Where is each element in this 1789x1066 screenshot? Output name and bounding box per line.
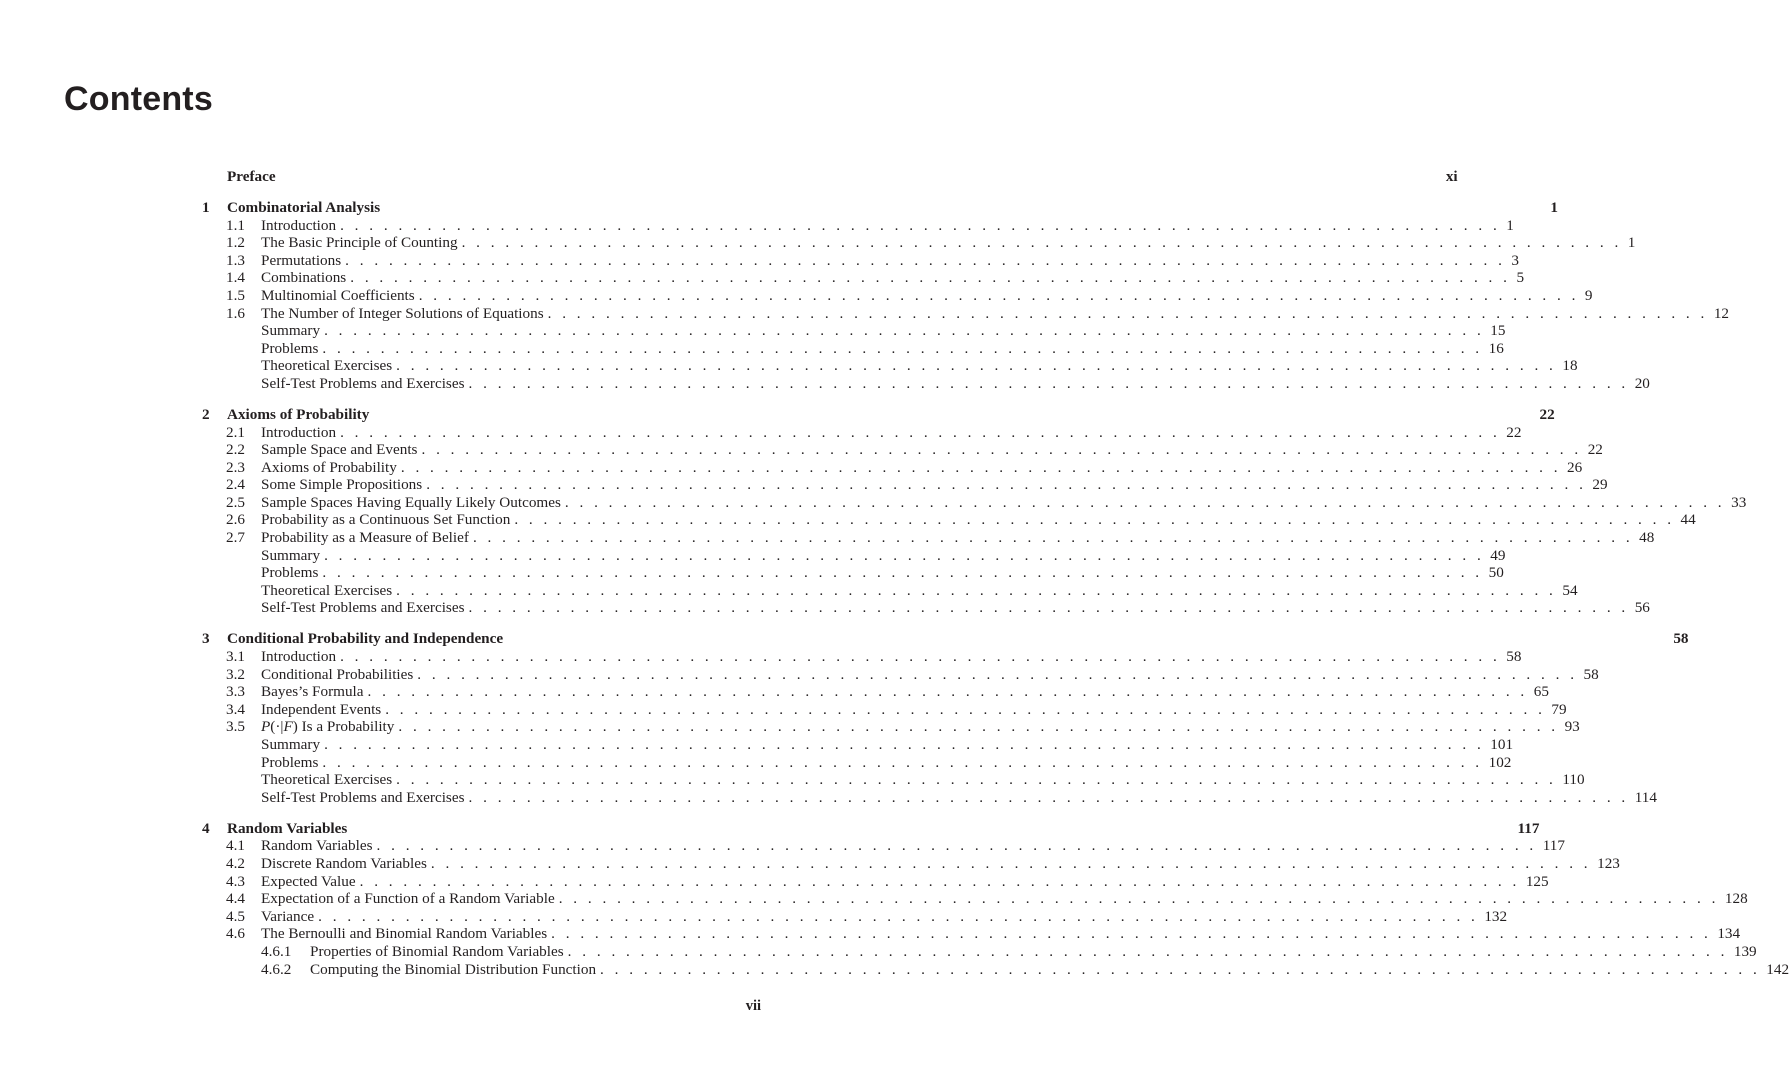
- section-number: 3.1: [226, 648, 245, 666]
- toc-entry-line: [261, 529, 1655, 547]
- page-ref: 93: [1564, 718, 1580, 736]
- section-number: 4.6: [226, 925, 245, 943]
- toc-section-row: [0, 546, 1506, 565]
- toc-section-row: [0, 423, 1522, 442]
- subsection-number: 4.6.1: [261, 942, 292, 960]
- page-ref: 18: [1562, 357, 1578, 375]
- section-number: 4.1: [226, 837, 245, 855]
- toc-section-row: [0, 581, 1578, 600]
- page-ref: 22: [1539, 405, 1555, 423]
- toc-section-row: [0, 837, 1565, 855]
- toc-entry-line: [261, 581, 1578, 600]
- toc-section-row: [0, 872, 1549, 891]
- section-title: The Basic Principle of Counting: [261, 234, 458, 252]
- section-title: Random Variables: [261, 837, 373, 855]
- toc-entry-line: [261, 665, 1599, 684]
- chapter-title: Axioms of Probability: [227, 405, 370, 423]
- page-ref: 114: [1634, 788, 1657, 806]
- section-title: The Bernoulli and Binomial Random Variables: [261, 925, 548, 943]
- toc-section-row: [0, 648, 1522, 666]
- toc-section-row: [0, 771, 1585, 789]
- toc-chapter-row: [0, 198, 1558, 217]
- section-title: Self-Test Problems and Exercises: [261, 599, 465, 617]
- dot-leader: . . . . . . . . . . . . . . . . . . . . . . . . . . . . . . . . . . . . . . . . . . . . . . . . . . . . . . . . . . . . . . . . . . . . . . . . . . . . . . . .: [396, 581, 1557, 599]
- page-ref: xi: [1445, 168, 1458, 185]
- toc-entry-line: [261, 322, 1506, 340]
- toc-entry-line: [261, 648, 1522, 666]
- chapter-number: 4: [202, 819, 210, 837]
- page-ref: 65: [1533, 683, 1549, 701]
- toc-entry-line: [261, 683, 1549, 701]
- toc-entry-line: [261, 735, 1514, 754]
- toc-entry-line: [261, 216, 1514, 235]
- toc-section-row: [0, 511, 1696, 529]
- section-title: Some Simple Propositions: [261, 476, 423, 494]
- page-ref: 15: [1490, 322, 1506, 340]
- page-ref: 26: [1567, 458, 1583, 476]
- section-title: Summary: [261, 546, 321, 564]
- section-number: 2.2: [226, 441, 245, 459]
- section-title: The Number of Integer Solutions of Equations: [261, 304, 544, 322]
- dot-leader: . . . . . . . . . . . . . . . . . . . . . . . . . . . . . . . . . . . . . . . . . . . . . . . . . . . . . . . . . . . . . . . . . . . . . . . . . . . . . . . .: [600, 960, 1761, 978]
- toc-section-row: [0, 322, 1506, 340]
- page-ref: 142: [1766, 960, 1789, 978]
- toc-subsection-row: [0, 960, 1789, 979]
- chapter-number: 1: [202, 198, 210, 216]
- toc-section-row: [0, 251, 1519, 270]
- page-ref: 132: [1484, 907, 1508, 925]
- toc-section-row: [0, 854, 1620, 873]
- section-title: Conditional Probabilities: [261, 665, 414, 683]
- toc-entry-line: [261, 304, 1729, 323]
- dot-leader: . . . . . . . . . . . . . . . . . . . . . . . . . . . . . . . . . . . . . . . . . . . . . . . . . . . . . . . . . . . . . . . . . . . . . . . . . . . . . . . .: [324, 735, 1485, 753]
- section-title: Summary: [261, 735, 321, 753]
- toc-section-row: [0, 286, 1593, 305]
- toc-entry-line: [261, 269, 1525, 287]
- dot-leader: . . . . . . . . . . . . . . . . . . . . . . . . . . . . . . . . . . . . . . . . . . . . . . . . . . . . . . . . . . . . . . . . . . . . . . . . . . . . . . . .: [396, 357, 1557, 375]
- toc-entry-line: [261, 441, 1603, 459]
- toc-entry-line: [261, 493, 1747, 512]
- dot-leader: . . . . . . . . . . . . . . . . . . . . . . . . . . . . . . . . . . . . . . . . . . . . . . . . . . . . . . . . . . . . . . . . . . . . . . . . . . . . . . . .: [324, 322, 1485, 340]
- section-title: Combinations: [261, 269, 347, 287]
- dot-leader: . . . . . . . . . . . . . . . . . . . . . . . . . . . . . . . . . . . . . . . . . . . . . . . . . . . . . . . . . . . . . . . . . . . . . . . . . . . . . . . .: [359, 872, 1520, 890]
- toc-section-row: [0, 735, 1514, 754]
- dot-leader: . . . . . . . . . . . . . . . . . . . . . . . . . . . . . . . . . . . . . . . . . . . . . . . . . . . . . . . . . . . . . . . . . . . . . . . . . . . . . . . .: [367, 683, 1528, 701]
- toc-entry-line: [227, 198, 1558, 217]
- dot-leader: . . . . . . . . . . . . . . . . . . . . . . . . . . . . . . . . . . . . . . . . . . . . . . . . . . . . . . . . . . . . . . . . . . . . . . . . . . . . . . . .: [551, 925, 1712, 943]
- page-ref: 9: [1584, 286, 1593, 304]
- dot-leader: . . . . . . . . . . . . . . . . . . . . . . . . . . . . . . . . . . . . . . . . . . . . . . . . . . . . . . . . . . . . . . . . . . . . . . . . . . . . . . . .: [318, 907, 1479, 925]
- section-title: Problems: [261, 564, 319, 582]
- toc-section-row: [0, 339, 1504, 358]
- dot-leader: . . . . . . . . . . . . . . . . . . . . . . . . . . . . . . . . . . . . . . . . . . . . . . . . . . . . . . . . . . . . . . . . . . . . . . . . . . . . . . . .: [468, 788, 1629, 806]
- section-title: Introduction: [261, 216, 337, 234]
- chapter-number: 3: [202, 630, 210, 648]
- toc-entry-line: [261, 511, 1696, 529]
- section-number: 2.1: [226, 423, 245, 441]
- page-ref: 22: [1587, 441, 1603, 459]
- dot-leader: . . . . . . . . . . . . . . . . . . . . . . . . . . . . . . . . . . . . . . . . . . . . . . . . . . . . . . . . . . . . . . . . . . . . . . . . . . . . . . . .: [398, 718, 1559, 736]
- toc-entry-line: [261, 357, 1578, 375]
- section-number: 4.4: [226, 890, 245, 908]
- page-ref: 56: [1634, 599, 1650, 617]
- section-title: Problems: [261, 339, 319, 357]
- toc-entry-line: [261, 771, 1585, 789]
- section-number: 2.4: [226, 476, 245, 494]
- toc-section-row: [0, 374, 1650, 393]
- toc-entry-line: [261, 788, 1657, 807]
- dot-leader: . . . . . . . . . . . . . . . . . . . . . . . . . . . . . . . . . . . . . . . . . . . . . . . . . . . . . . . . . . . . . . . . . . . . . . . . . . . . . . . .: [350, 269, 1511, 287]
- dot-leader: . . . . . . . . . . . . . . . . . . . . . . . . . . . . . . . . . . . . . . . . . . . . . . . . . . . . . . . . . . . . . . . . . . . . . . . . . . . . . . . .: [324, 546, 1485, 564]
- dot-leader: . . . . . . . . . . . . . . . . . . . . . . . . . . . . . . . . . . . . . . . . . . . . . . . . . . . . . . . . . . . . . . . . . . . . . . . . . . . . . . . .: [417, 665, 1578, 683]
- dot-leader: . . . . . . . . . . . . . . . . . . . . . . . . . . . . . . . . . . . . . . . . . . . . . . . . . . . . . . . . . . . . . . . . . . . . . . . . . . . . . . . .: [430, 854, 1592, 872]
- toc-section-row: [0, 441, 1603, 459]
- section-title: Introduction: [261, 423, 337, 441]
- toc-section-row: [0, 476, 1608, 494]
- section-title: Theoretical Exercises: [261, 581, 393, 599]
- section-number: 4.5: [226, 907, 245, 925]
- toc-section-row: [0, 700, 1567, 719]
- toc-section-row: [0, 683, 1549, 701]
- page-ref: 58: [1506, 648, 1522, 666]
- dot-leader: . . . . . . . . . . . . . . . . . . . . . . . . . . . . . . . . . . . . . . . . . . . . . . . . . . . . . . . . . . . . . . . . . . . . . . . . . . . . . . . .: [418, 286, 1579, 304]
- toc-section-row: [0, 753, 1512, 772]
- dot-leader: . . . . . . . . . . . . . . . . . . . . . . . . . . . . . . . . . . . . . . . . . . . . . . . . . . . . . . . . . . . . . . . . . . . . . . . . . . . . . . . .: [322, 564, 1483, 582]
- section-title: Axioms of Probability: [261, 458, 397, 476]
- section-number: 2.5: [226, 493, 245, 511]
- toc-section-row: [0, 907, 1508, 926]
- dot-leader: . . . . . . . . . . . . . . . . . . . . . . . . . . . . . . . . . . . . . . . . . . . . . . . . . . . . . . . . . . . . . . . . . . . . . . . . . . . . . . . .: [558, 890, 1719, 908]
- dot-leader: . . . . . . . . . . . . . . . . . . . . . . . . . . . . . . . . . . . . . . . . . . . . . . . . . . . . . . . . . . . . . . . . . . . . . . . . . . . . . . . .: [472, 529, 1634, 547]
- toc-entry-line: [227, 405, 1555, 424]
- section-number: 1.6: [226, 304, 245, 322]
- toc-section-row: [0, 564, 1504, 582]
- section-number: 4.2: [226, 854, 245, 872]
- page-ref: 50: [1488, 564, 1504, 582]
- dot-leader: . . . . . . . . . . . . . . . . . . . . . . . . . . . . . . . . . . . . . . . . . . . . . . . . . . . . . . . . . . . . . . . . . . . . . . . . . . . . . . . .: [340, 216, 1501, 234]
- page-number: vii: [745, 998, 761, 1014]
- page-title: Contents: [64, 80, 213, 118]
- toc-entry-line: [261, 339, 1504, 358]
- section-number: 2.6: [226, 511, 245, 529]
- page-ref: 134: [1717, 925, 1741, 943]
- dot-leader: . . . . . . . . . . . . . . . . . . . . . . . . . . . . . . . . . . . . . . . . . . . . . . . . . . . . . . . . . . . . . . . . . . . . . . . . . . . . . . . .: [345, 251, 1506, 269]
- dot-leader: . . . . . . . . . . . . . . . . . . . . . . . . . . . . . . . . . . . . . . . . . . . . . . . . . . . . . . . . . . . . . . . . . . . . . . . . . . . . . . . .: [514, 511, 1675, 529]
- toc-section-row: [0, 718, 1580, 736]
- toc-chapter-row: [0, 819, 1540, 838]
- toc-subsection-row: [0, 942, 1757, 961]
- page-ref: 49: [1490, 546, 1506, 564]
- toc-section-row: [0, 304, 1729, 323]
- page-ref: 117: [1542, 837, 1565, 855]
- page-ref: 128: [1724, 890, 1748, 908]
- toc-entry-line: [261, 854, 1620, 873]
- chapter-title: Preface: [227, 168, 276, 185]
- toc-entry-line: [261, 925, 1741, 943]
- toc-entry-line: [261, 872, 1549, 891]
- section-number: 1.5: [226, 286, 245, 304]
- page-ref: 110: [1562, 771, 1585, 789]
- toc-entry-line: [310, 942, 1757, 961]
- dot-leader: . . . . . . . . . . . . . . . . . . . . . . . . . . . . . . . . . . . . . . . . . . . . . . . . . . . . . . . . . . . . . . . . . . . . . . . . . . . . . . . .: [376, 837, 1537, 855]
- section-title: Sample Space and Events: [261, 441, 418, 459]
- toc-entry-line: [261, 251, 1519, 270]
- page-ref: 1: [1506, 216, 1514, 234]
- toc-chapter-row: [0, 405, 1555, 424]
- section-number: 1.3: [226, 251, 245, 269]
- page-ref: 20: [1634, 374, 1650, 392]
- toc-chapter-row: [0, 630, 1689, 648]
- section-number: 2.3: [226, 458, 245, 476]
- dot-leader: . . . . . . . . . . . . . . . . . . . . . . . . . . . . . . . . . . . . . . . . . . . . . . . . . . . . . . . . . . . . . . . . . . . . . . . . . . . . . . . .: [421, 441, 1582, 459]
- dot-leader: . . . . . . . . . . . . . . . . . . . . . . . . . . . . . . . . . . . . . . . . . . . . . . . . . . . . . . . . . . . . . . . . . . . . . . . . . . . . . . . .: [340, 648, 1501, 666]
- section-number: 3.3: [226, 683, 245, 701]
- toc-entry-line: [310, 960, 1789, 979]
- page-ref: 139: [1733, 942, 1757, 960]
- section-number: 1.4: [226, 269, 245, 287]
- section-number: 1.2: [226, 234, 245, 252]
- section-title: Self-Test Problems and Exercises: [261, 374, 465, 392]
- page-ref: 102: [1488, 753, 1512, 771]
- page-ref: 3: [1511, 251, 1519, 269]
- toc-chapter-row: [0, 168, 1458, 186]
- subsection-number: 4.6.2: [261, 960, 292, 978]
- toc-entry-line: [261, 476, 1608, 494]
- toc-section-row: [0, 788, 1657, 807]
- page-ref: 12: [1713, 304, 1729, 322]
- dot-leader: . . . . . . . . . . . . . . . . . . . . . . . . . . . . . . . . . . . . . . . . . . . . . . . . . . . . . . . . . . . . . . . . . . . . . . . . . . . . . . . .: [547, 304, 1708, 322]
- toc-entry-line: [261, 458, 1583, 477]
- section-number: 1.1: [226, 216, 245, 234]
- section-title: Expectation of a Function of a Random Variable: [261, 890, 555, 908]
- toc-entry-line: [261, 718, 1580, 736]
- toc-section-row: [0, 269, 1525, 287]
- section-title: Expected Value: [261, 872, 356, 890]
- page-ref: 1: [1550, 198, 1558, 216]
- section-number: 3.2: [226, 665, 245, 683]
- dot-leader: . . . . . . . . . . . . . . . . . . . . . . . . . . . . . . . . . . . . . . . . . . . . . . . . . . . . . . . . . . . . . . . . . . . . . . . . . . . . . . . .: [385, 700, 1546, 718]
- page-ref: 79: [1551, 700, 1567, 718]
- section-title: Probability as a Continuous Set Function: [261, 511, 511, 529]
- toc-entry-line: [261, 837, 1565, 855]
- toc-section-row: [0, 234, 1636, 252]
- dot-leader: . . . . . . . . . . . . . . . . . . . . . . . . . . . . . . . . . . . . . . . . . . . . . . . . . . . . . . . . . . . . . . . . . . . . . . . . . . . . . . . .: [564, 493, 1726, 511]
- section-title: Properties of Binomial Random Variables: [310, 942, 564, 960]
- toc-entry-line: [261, 890, 1748, 908]
- section-title: Sample Spaces Having Equally Likely Outcomes: [261, 493, 561, 511]
- page-ref: 1: [1627, 234, 1636, 252]
- page-ref: 101: [1490, 735, 1514, 753]
- toc-entry-line: [261, 423, 1522, 442]
- toc-entry-line: [261, 564, 1504, 582]
- section-title: Multinomial Coefficients: [261, 286, 415, 304]
- table-of-contents: [0, 168, 1789, 978]
- dot-leader: . . . . . . . . . . . . . . . . . . . . . . . . . . . . . . . . . . . . . . . . . . . . . . . . . . . . . . . . . . . . . . . . . . . . . . . . . . . . . . . .: [426, 476, 1587, 494]
- toc-entry-line: [261, 286, 1593, 305]
- dot-leader: . . . . . . . . . . . . . . . . . . . . . . . . . . . . . . . . . . . . . . . . . . . . . . . . . . . . . . . . . . . . . . . . . . . . . . . . . . . . . . . .: [468, 599, 1629, 617]
- section-title: Permutations: [261, 251, 342, 269]
- page-ref: 22: [1506, 423, 1522, 441]
- toc-section-row: [0, 493, 1747, 512]
- toc-section-row: [0, 357, 1578, 375]
- chapter-number: 2: [202, 405, 210, 423]
- section-title: P(·|F) Is a Probability: [261, 718, 395, 736]
- dot-leader: . . . . . . . . . . . . . . . . . . . . . . . . . . . . . . . . . . . . . . . . . . . . . . . . . . . . . . . . . . . . . . . . . . . . . . . . . . . . . . . .: [461, 234, 1622, 252]
- section-title: Summary: [261, 322, 321, 340]
- section-title: Variance: [261, 907, 315, 925]
- toc-section-row: [0, 599, 1650, 617]
- toc-entry-line: [227, 819, 1540, 838]
- section-title: Problems: [261, 753, 319, 771]
- section-title: Independent Events: [261, 700, 382, 718]
- toc-entry-line: [227, 168, 1458, 186]
- section-title: Bayes’s Formula: [261, 683, 364, 701]
- toc-entry-line: [227, 630, 1689, 648]
- dot-leader: . . . . . . . . . . . . . . . . . . . . . . . . . . . . . . . . . . . . . . . . . . . . . . . . . . . . . . . . . . . . . . . . . . . . . . . . . . . . . . . .: [340, 423, 1501, 441]
- section-title: Probability as a Measure of Belief: [261, 529, 469, 547]
- section-title: Theoretical Exercises: [261, 771, 393, 789]
- toc-entry-line: [261, 374, 1650, 393]
- section-number: 2.7: [226, 529, 245, 547]
- chapter-title: Conditional Probability and Independence: [227, 630, 504, 648]
- toc-section-row: [0, 458, 1583, 477]
- section-number: 3.4: [226, 700, 245, 718]
- toc-section-row: [0, 925, 1741, 943]
- section-number: 4.3: [226, 872, 245, 890]
- page-ref: 123: [1597, 854, 1620, 872]
- page-ref: 33: [1731, 493, 1747, 511]
- page-ref: 58: [1673, 630, 1689, 648]
- section-title: Theoretical Exercises: [261, 357, 393, 375]
- section-number: 3.5: [226, 718, 245, 736]
- page-ref: 16: [1488, 339, 1504, 357]
- page-ref: 54: [1562, 581, 1578, 599]
- toc-section-row: [0, 890, 1748, 908]
- chapter-title: Combinatorial Analysis: [227, 198, 381, 216]
- page-ref: 44: [1680, 511, 1696, 529]
- page-ref: 125: [1525, 872, 1549, 890]
- dot-leader: . . . . . . . . . . . . . . . . . . . . . . . . . . . . . . . . . . . . . . . . . . . . . . . . . . . . . . . . . . . . . . . . . . . . . . . . . . . . . . . .: [468, 374, 1629, 392]
- page-ref: 48: [1639, 529, 1655, 547]
- dot-leader: . . . . . . . . . . . . . . . . . . . . . . . . . . . . . . . . . . . . . . . . . . . . . . . . . . . . . . . . . . . . . . . . . . . . . . . . . . . . . . . .: [322, 339, 1483, 357]
- toc-entry-line: [261, 599, 1650, 617]
- section-title: Introduction: [261, 648, 337, 666]
- section-title: Self-Test Problems and Exercises: [261, 788, 465, 806]
- toc-entry-line: [261, 546, 1506, 565]
- dot-leader: . . . . . . . . . . . . . . . . . . . . . . . . . . . . . . . . . . . . . . . . . . . . . . . . . . . . . . . . . . . . . . . . . . . . . . . . . . . . . . . .: [322, 753, 1483, 771]
- section-title: Computing the Binomial Distribution Function: [310, 960, 597, 978]
- page-ref: 58: [1583, 665, 1599, 683]
- toc-entry-line: [261, 753, 1512, 772]
- dot-leader: . . . . . . . . . . . . . . . . . . . . . . . . . . . . . . . . . . . . . . . . . . . . . . . . . . . . . . . . . . . . . . . . . . . . . . . . . . . . . . . .: [396, 771, 1557, 789]
- page-ref: 29: [1592, 476, 1608, 494]
- toc-section-row: [0, 529, 1655, 547]
- toc-section-row: [0, 216, 1514, 235]
- chapter-title: Random Variables: [227, 819, 348, 837]
- section-title: Discrete Random Variables: [261, 854, 427, 872]
- toc-entry-line: [261, 700, 1567, 719]
- toc-entry-line: [261, 907, 1508, 926]
- toc-entry-line: [261, 234, 1636, 252]
- dot-leader: . . . . . . . . . . . . . . . . . . . . . . . . . . . . . . . . . . . . . . . . . . . . . . . . . . . . . . . . . . . . . . . . . . . . . . . . . . . . . . . .: [567, 942, 1728, 960]
- page-ref: 117: [1517, 819, 1540, 837]
- toc-section-row: [0, 665, 1599, 684]
- dot-leader: . . . . . . . . . . . . . . . . . . . . . . . . . . . . . . . . . . . . . . . . . . . . . . . . . . . . . . . . . . . . . . . . . . . . . . . . . . . . . . . .: [400, 458, 1562, 476]
- page-ref: 5: [1516, 269, 1525, 287]
